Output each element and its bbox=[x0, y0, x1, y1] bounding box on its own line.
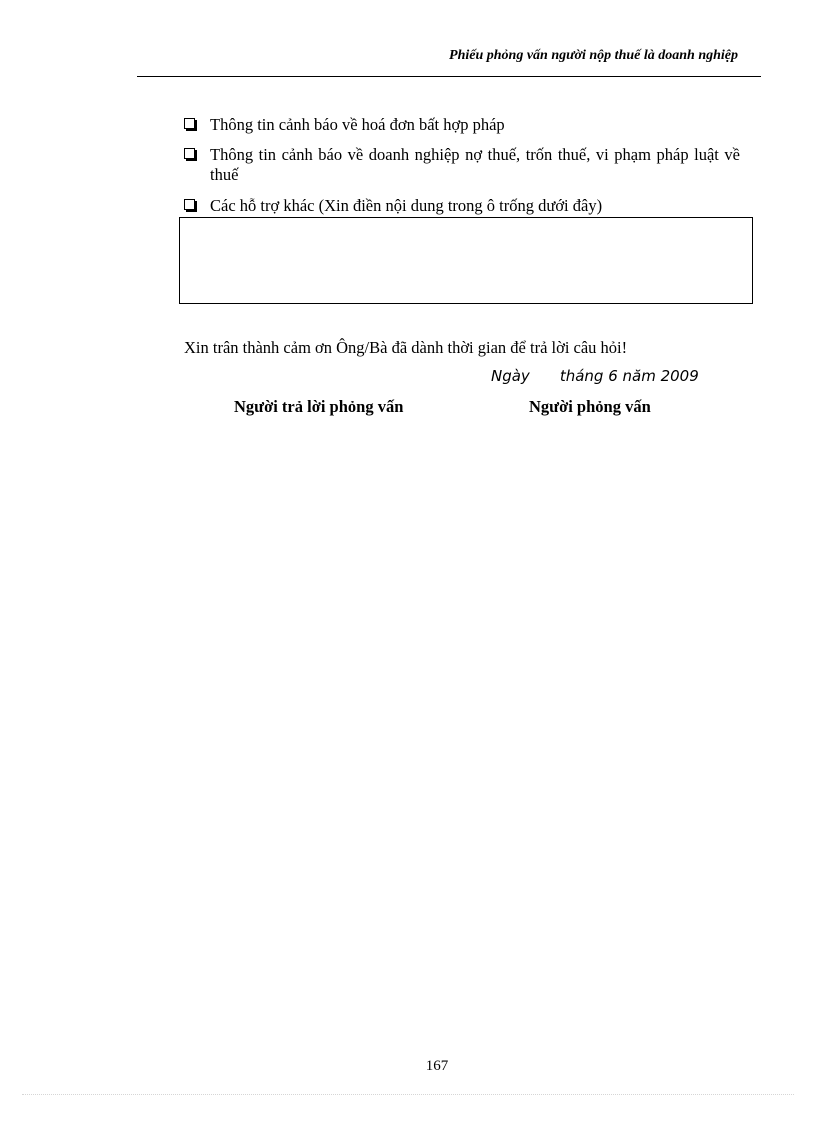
checkbox-icon[interactable] bbox=[184, 118, 195, 129]
page-number: 167 bbox=[425, 1058, 449, 1074]
option-tax-debt-warning[interactable] bbox=[184, 145, 740, 185]
header-divider bbox=[137, 76, 761, 77]
thank-you-note: Xin trân thành cảm ơn Ông/Bà đã dành thời gian để trả lời câu hỏi! bbox=[184, 338, 628, 357]
option-other-support[interactable] bbox=[184, 196, 740, 216]
date-line bbox=[491, 367, 699, 385]
date-day-label: Ngày bbox=[491, 367, 530, 385]
interviewer-signature-label: Người phỏng vấn bbox=[529, 397, 651, 416]
option-label: Thông tin cảnh báo về hoá đơn bất hợp pháp bbox=[210, 115, 505, 134]
checkbox-icon[interactable] bbox=[184, 199, 195, 210]
option-label: Thông tin cảnh báo về doanh nghiệp nợ thuế, trốn thuế, vi phạm pháp luật về thuế bbox=[210, 145, 740, 184]
date-month-year: tháng 6 năm 2009 bbox=[559, 367, 699, 385]
respondent-signature-label: Người trả lời phỏng vấn bbox=[234, 397, 404, 416]
page-bottom-edge bbox=[22, 1094, 794, 1095]
option-label: Các hỗ trợ khác (Xin điền nội dung trong ô trống dưới đây) bbox=[210, 196, 603, 215]
other-support-answer-box[interactable] bbox=[179, 217, 753, 304]
header-title: Phiếu phỏng vấn người nộp thuế là doanh nghiệp bbox=[449, 48, 738, 63]
option-invalid-invoice-warning[interactable] bbox=[184, 115, 740, 135]
checkbox-icon[interactable] bbox=[184, 148, 195, 159]
